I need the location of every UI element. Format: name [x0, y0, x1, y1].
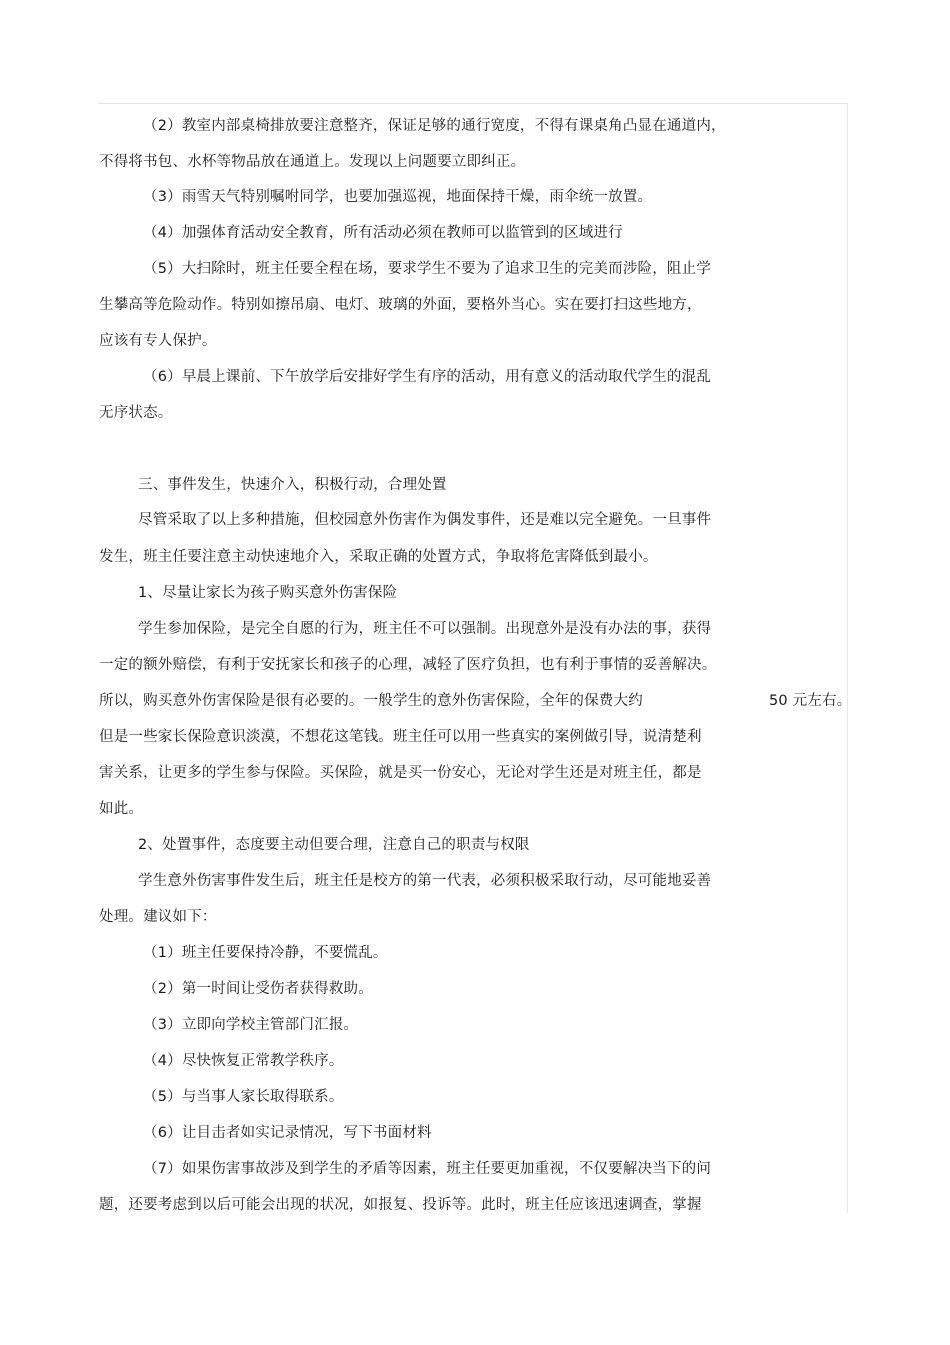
- paragraph-line: 处理。建议如下：: [99, 909, 217, 925]
- list-item-5-continuation: 生攀高等危险动作。特别如擦吊扇、电灯、玻璃的外面，要格外当心。实在要打扫这些地方，: [99, 297, 702, 313]
- list-item-6-continuation: 无序状态。: [99, 405, 173, 421]
- list-item-7: （7）如果伤害事故涉及到学生的矛盾等因素，班主任要更加重视，不仅要解决当下的问: [143, 1161, 712, 1177]
- page-top-rule: [98, 103, 848, 104]
- page-right-rule: [847, 103, 848, 1213]
- list-item-5: （5）大扫除时，班主任要全程在场，要求学生不要为了追求卫生的完美而涉险，阻止学: [143, 261, 712, 277]
- paragraph-line: 学生意外伤害事件发生后，班主任是校方的第一代表，必须积极采取行动，尽可能地妥善: [138, 873, 712, 889]
- paragraph-line: 害关系，让更多的学生参与保险。买保险，就是买一份安心，无论对学生还是对班主任，都是: [99, 765, 702, 781]
- list-item-2: （2）教室内部桌椅排放要注意整齐，保证足够的通行宽度，不得有课桌角凸显在通道内，: [143, 118, 726, 134]
- list-item-5: （5）与当事人家长取得联系。: [143, 1089, 344, 1105]
- paragraph-line: 所以，购买意外伤害保险是很有必要的。一般学生的意外伤害保险，全年的保费大约: [99, 693, 643, 709]
- paragraph-line: 尽管采取了以上多种措施，但校园意外伤害作为偶发事件，还是难以完全避免。一旦事件: [138, 512, 712, 528]
- list-item-1: （1）班主任要保持冷静，不要慌乱。: [143, 945, 388, 961]
- paragraph-line: 发生，班主任要注意主动快速地介入，采取正确的处置方式，争取将危害降低到最小。: [99, 549, 658, 565]
- list-item-4: （4）加强体育活动安全教育，所有活动必须在教师可以监管到的区域进行: [143, 225, 623, 241]
- list-item-2: （2）第一时间让受伤者获得救助。: [143, 981, 373, 997]
- displaced-text-fragment: 50 元左右。: [769, 693, 852, 709]
- subsection-heading: 2、处置事件，态度要主动但要合理，注意自己的职责与权限: [138, 837, 530, 853]
- paragraph-line: 一定的额外赔偿，有利于安抚家长和孩子的心理，减轻了医疗负担，也有利于事情的妥善解决。: [99, 657, 717, 673]
- list-item-6: （6）早晨上课前、下午放学后安排好学生有序的活动，用有意义的活动取代学生的混乱: [143, 369, 712, 385]
- paragraph-line: 但是一些家长保险意识淡漠，不想花这笔钱。班主任可以用一些真实的案例做引导，说清楚利: [99, 729, 702, 745]
- list-item-7-continuation: 题，还要考虑到以后可能会出现的状况，如报复、投诉等。此时，班主任应该迅速调查，掌握: [99, 1197, 702, 1213]
- list-item-5-continuation: 应该有专人保护。: [99, 333, 217, 349]
- list-item-4: （4）尽快恢复正常教学秩序。: [143, 1053, 344, 1069]
- list-item-3: （3）雨雪天气特别嘱咐同学，也要加强巡视，地面保持干燥，雨伞统一放置。: [143, 189, 653, 205]
- list-item-6: （6）让目击者如实记录情况，写下书面材料: [143, 1125, 432, 1141]
- subsection-heading: 1、尽量让家长为孩子购买意外伤害保险: [138, 585, 398, 601]
- list-item-3: （3）立即向学校主管部门汇报。: [143, 1017, 359, 1033]
- list-item-2-continuation: 不得将书包、水杯等物品放在通道上。发现以上问题要立即纠正。: [99, 154, 526, 170]
- paragraph-line: 学生参加保险，是完全自愿的行为，班主任不可以强制。出现意外是没有办法的事，获得: [138, 621, 712, 637]
- section-heading: 三、事件发生，快速介入，积极行动，合理处置: [138, 477, 447, 493]
- paragraph-line: 如此。: [99, 801, 144, 817]
